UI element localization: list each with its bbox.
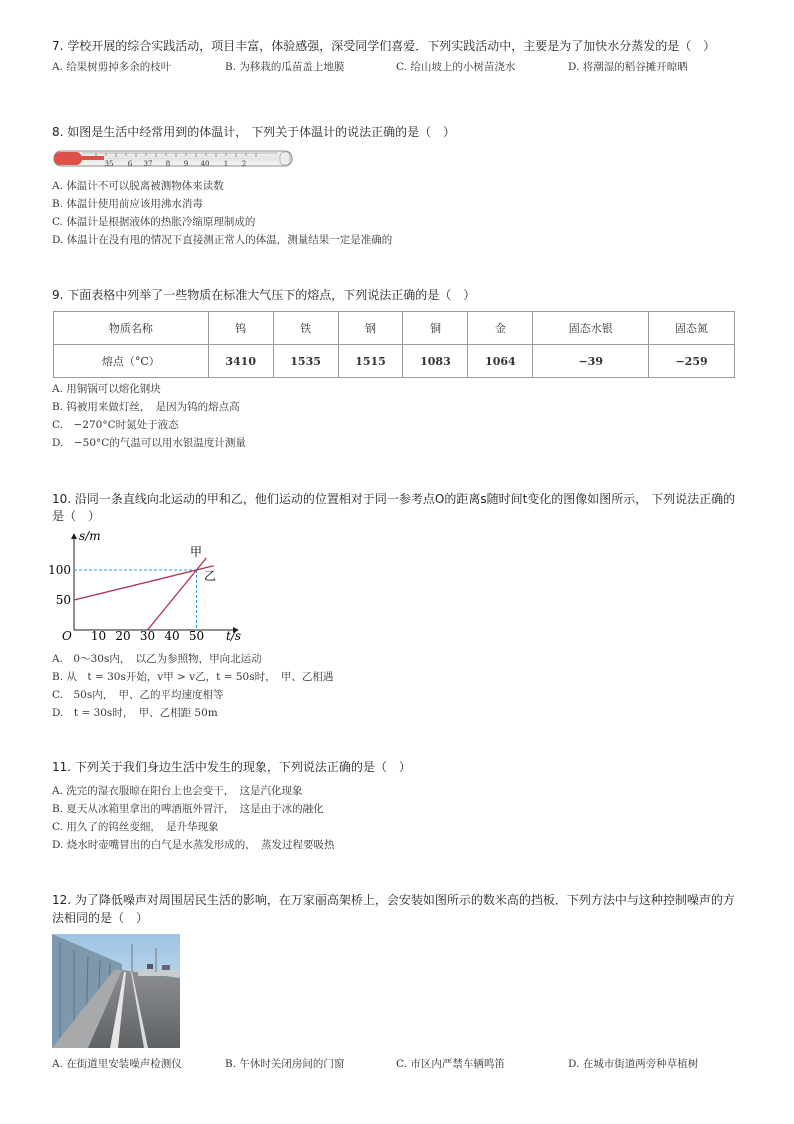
y-axis-label: s/m <box>79 529 101 543</box>
table-cell: 1535 <box>273 345 338 378</box>
thermo-label-36: 6 <box>127 160 133 168</box>
q10-option-c: C. 50s内， 甲、乙的平均速度相等 <box>52 689 224 701</box>
x-tick-label-10: 10 <box>90 629 107 643</box>
thermometer-bulb <box>54 152 82 165</box>
y-tick-label-50: 50 <box>55 593 71 607</box>
thermo-label-41: 1 <box>223 160 229 168</box>
q12-option-c: C. 市区内严禁车辆鸣笛 <box>396 1058 505 1070</box>
thermo-label-40: 40 <box>200 160 210 168</box>
series-line-jia <box>148 558 207 630</box>
q9-stem: 9. 下面表格中列举了一些物质在标准大气压下的熔点，下列说法正确的是（ ） <box>52 288 476 302</box>
q8-stem: 8. 如图是生活中经常用到的体温计， 下列关于体温计的说法正确的是（ ） <box>52 125 456 139</box>
y-tick-label-100: 100 <box>48 563 71 577</box>
x-tick-label-50: 50 <box>188 629 205 643</box>
q11-option-d: D. 烧水时壶嘴冒出的白气是水蒸发形成的， 蒸发过程要吸热 <box>52 839 335 851</box>
origin-label: O <box>62 629 72 643</box>
table-cell: 金 <box>468 312 533 345</box>
table-cell: 固态水银 <box>533 312 649 345</box>
q10-option-d: D. t = 30s时， 甲、乙相距 50m <box>52 707 218 719</box>
thermo-label-37: 37 <box>143 160 153 168</box>
q8-option-a: A. 体温计不可以脱离被测物体来读数 <box>52 180 224 192</box>
q10-option-a: A. 0～30s内， 以乙为参照物，甲向北运动 <box>52 653 262 665</box>
q7-stem: 7. 学校开展的综合实践活动，项目丰富，体验感强，深受同学们喜爱．下列实践活动中，主要是为了加快水分蒸发的是（ ） <box>52 39 716 53</box>
q10-option-b: B. 从 t = 30s开始，v甲 > v乙，t = 50s时， 甲、乙相遇 <box>52 671 334 683</box>
q10-stem-line1: 10. 沿同一条直线向北运动的甲和乙，他们运动的位置相对于同一参考点O的距离s随时间t变化的图像如图所示， 下列说法正确的 <box>52 492 736 506</box>
table-cell: −259 <box>649 345 735 378</box>
noise-barrier-photo <box>52 934 180 1048</box>
q12-option-b: B. 午休时关闭房间的门窗 <box>225 1058 345 1070</box>
table-cell: 铜 <box>403 312 468 345</box>
series-label-jia: 甲 <box>190 545 203 559</box>
table-cell: 钨 <box>208 312 273 345</box>
table-row <box>54 345 735 378</box>
q9-option-a: A. 用铜锅可以熔化钢块 <box>52 383 161 395</box>
q10-stem-line2: 是（ ） <box>52 509 101 523</box>
thermo-label-35: 35 <box>104 160 114 168</box>
q11-option-c: C. 用久了的钨丝变细， 是升华现象 <box>52 821 219 833</box>
table-cell: 熔点（°C） <box>54 345 209 378</box>
table-cell: 1064 <box>468 345 533 378</box>
x-tick-label-40: 40 <box>164 629 180 643</box>
position-time-graph <box>48 528 248 646</box>
q8-option-b: B. 体温计使用前应该用沸水消毒 <box>52 198 203 210</box>
table-cell: 1083 <box>403 345 468 378</box>
q9-option-c: C. −270°C时氮处于液态 <box>52 419 179 431</box>
q11-option-b: B. 夏天从冰箱里拿出的啤酒瓶外冒汗， 这是由于冰的融化 <box>52 803 324 815</box>
q7-option-a: A. 给果树剪掉多余的枝叶 <box>52 61 172 73</box>
q9-option-b: B. 钨被用来做灯丝， 是因为钨的熔点高 <box>52 401 240 413</box>
x-tick-label-20: 20 <box>115 629 131 643</box>
q8-option-c: C. 体温计是根据液体的热胀冷缩原理制成的 <box>52 216 256 228</box>
q12-stem-line2: 法相同的是（ ） <box>52 911 149 925</box>
thermo-label-39: 9 <box>183 160 189 168</box>
thermo-label-42: 2 <box>241 160 247 168</box>
q7-option-b: B. 为移栽的瓜苗盖上地膜 <box>225 61 345 73</box>
table-cell: 钢 <box>338 312 403 345</box>
q7-option-c: C. 给山坡上的小树苗浇水 <box>396 61 516 73</box>
table-cell: −39 <box>533 345 649 378</box>
q9-option-d: D. −50°C的气温可以用水银温度计测量 <box>52 437 246 449</box>
table-cell: 固态氮 <box>649 312 735 345</box>
table-cell: 铁 <box>273 312 338 345</box>
q12-stem-line1: 12. 为了降低噪声对周围居民生活的影响，在万家丽高架桥上，会安装如图所示的数米高的挡板．下列方法中与这种控制噪声的方 <box>52 893 735 907</box>
q11-stem: 11. 下列关于我们身边生活中发生的现象，下列说法正确的是（ ） <box>52 760 411 774</box>
table-cell: 3410 <box>208 345 273 378</box>
x-axis-label: t/s <box>226 629 242 643</box>
q8-option-d: D. 体温计在没有甩的情况下直接测正常人的体温，测量结果一定是准确的 <box>52 234 393 246</box>
table-cell: 物质名称 <box>54 312 209 345</box>
q12-option-d: D. 在城市街道两旁种草植树 <box>568 1058 699 1070</box>
table-header-row <box>54 312 735 345</box>
thermometer-mercury <box>80 156 104 160</box>
q12-option-a: A. 在街道里安装噪声检测仪 <box>52 1058 182 1070</box>
thermo-label-38: 8 <box>165 160 171 168</box>
melting-point-table <box>53 311 735 378</box>
series-label-yi: 乙 <box>204 569 217 583</box>
table-cell: 1515 <box>338 345 403 378</box>
series-line-yi <box>74 566 217 600</box>
x-tick-label-30: 30 <box>139 629 156 643</box>
q7-option-d: D. 将潮湿的稻谷摊开晾晒 <box>568 61 688 73</box>
q11-option-a: A. 洗完的湿衣服晾在阳台上也会变干， 这是汽化现象 <box>52 785 303 797</box>
thermometer-figure <box>52 148 298 170</box>
